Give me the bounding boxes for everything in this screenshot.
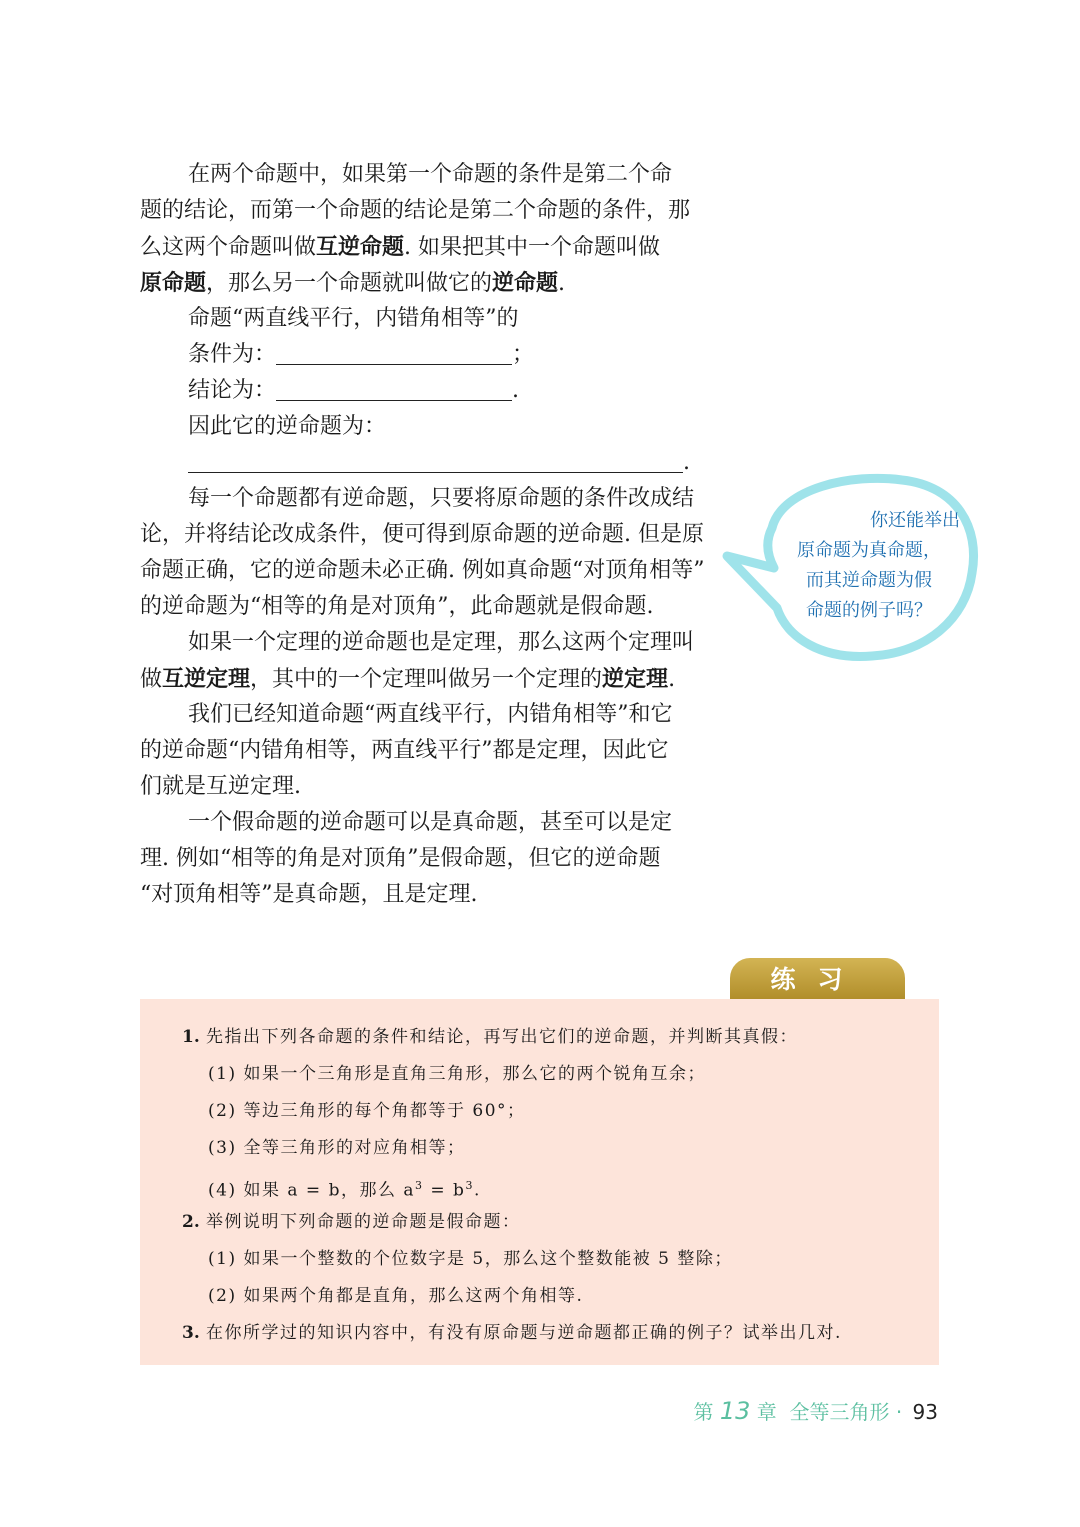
text-line [140, 877, 710, 913]
text-span: 一个假命题的逆命题可以是真命题，甚至可以是定 [188, 810, 673, 835]
text-line [140, 517, 710, 553]
text-span: 结论为： [188, 378, 277, 403]
item-text: (3) 全等三角形的对应角相等； [208, 1138, 466, 1158]
chapter-title: 全等三角形 · [789, 1400, 903, 1424]
text-line [140, 769, 710, 805]
text-span: 条件为： [188, 342, 277, 367]
text-span: ，那么另一个命题就叫做它的 [206, 271, 493, 296]
page-number: 93 [912, 1400, 938, 1424]
exercise-subitem [182, 1093, 922, 1130]
text-span: . [683, 450, 690, 475]
exercise-subitem [182, 1167, 922, 1204]
text-span: ； [512, 342, 535, 367]
thought-bubble [722, 468, 982, 668]
exercise-item [182, 1315, 922, 1352]
bubble-line: 原命题为真命题， [797, 540, 941, 561]
text-span: 命题正确，它的逆命题未必正确. 例如真命题“对顶角相等” [140, 558, 705, 583]
tab-label: 练习 [770, 965, 865, 994]
text-line [140, 697, 710, 733]
text-span: 们就是互逆定理. [140, 774, 301, 799]
text-span: 的逆命题“内错角相等，两直线平行”都是定理，因此它 [140, 738, 669, 763]
page-footer [693, 1396, 938, 1425]
chapter-number: 13 [719, 1397, 751, 1425]
text-line [140, 589, 710, 625]
text-span: 我们已经知道命题“两直线平行，内错角相等”和它 [188, 702, 673, 727]
text-span: 题的结论，而第一个命题的结论是第二个命题的条件，那 [140, 198, 691, 223]
converse-answer-line [140, 445, 710, 481]
item-text: (2) 如果两个角都是直角，那么这两个角相等. [208, 1286, 584, 1306]
term-bold: 互逆命题 [316, 234, 405, 260]
exercise-subitem [182, 1056, 922, 1093]
text-span: . [668, 667, 676, 692]
text-line [140, 733, 710, 769]
item-text: (4) 如果 a = b，那么 a [208, 1180, 415, 1201]
item-text: 在你所学过的知识内容中，有没有原命题与逆命题都正确的例子？试举出几对. [206, 1323, 842, 1343]
chapter-suffix: 章 [756, 1400, 777, 1424]
chapter-prefix: 第 [693, 1400, 714, 1424]
exercise-list [182, 1019, 922, 1352]
bubble-line: 你还能举出 [870, 510, 960, 531]
item-text: (2) 等边三角形的每个角都等于 60°； [208, 1101, 526, 1121]
converse-line [140, 409, 710, 445]
text-span: 如果一个定理的逆命题也是定理，那么这两个定理叫 [188, 630, 695, 655]
text-span: 每一个命题都有逆命题，只要将原命题的条件改成结 [188, 486, 695, 511]
text-line [140, 193, 710, 229]
exercise-subitem [182, 1130, 922, 1167]
item-text: 举例说明下列命题的逆命题是假命题： [206, 1212, 521, 1232]
item-number: 2. [182, 1212, 200, 1232]
item-text: = b [423, 1180, 466, 1201]
text-span: . [512, 378, 520, 403]
term-bold: 互逆定理 [162, 666, 251, 692]
exercise-subitem [182, 1241, 922, 1278]
text-line [140, 229, 710, 265]
item-number: 3. [182, 1323, 200, 1343]
conclusion-line [140, 373, 710, 409]
text-line [140, 805, 710, 841]
item-text: . [473, 1180, 481, 1201]
term-bold: 逆定理 [602, 666, 669, 692]
condition-blank[interactable] [276, 337, 512, 365]
exercise-item [182, 1204, 922, 1241]
text-span: 命题“两直线平行，内错角相等”的 [188, 306, 519, 331]
condition-line [140, 337, 710, 373]
item-number: 1. [182, 1027, 200, 1047]
text-line [140, 553, 710, 589]
conclusion-blank[interactable] [276, 373, 512, 401]
text-span: 做 [140, 667, 163, 692]
text-span: 论，并将结论改成条件，便可得到原命题的逆命题. 但是原 [140, 522, 704, 547]
text-line [140, 265, 710, 301]
text-span: . [558, 271, 566, 296]
converse-blank[interactable] [188, 445, 683, 473]
exercise-tab [730, 958, 905, 1000]
bubble-text [774, 506, 964, 626]
bubble-line: 命题的例子吗？ [806, 600, 932, 621]
bubble-line: 而其逆命题为假 [806, 570, 932, 591]
term-bold: 逆命题 [492, 270, 559, 296]
text-line [140, 157, 710, 193]
text-span: . 如果把其中一个命题叫做 [404, 235, 661, 260]
term-bold: 原命题 [140, 270, 207, 296]
main-text [140, 157, 710, 913]
text-line [140, 625, 710, 661]
text-line [140, 841, 710, 877]
exponent: 3 [465, 1179, 474, 1192]
text-span: ，其中的一个定理叫做另一个定理的 [250, 667, 603, 692]
text-line [140, 661, 710, 697]
question-line [140, 301, 710, 337]
item-text: 先指出下列各命题的条件和结论，再写出它们的逆命题，并判断其真假： [206, 1027, 798, 1047]
text-line [140, 481, 710, 517]
exercise-box [140, 999, 939, 1365]
text-span: 理. 例如“相等的角是对顶角”是假命题，但它的逆命题 [140, 846, 661, 871]
exponent: 3 [415, 1179, 424, 1192]
exercise-subitem [182, 1278, 922, 1315]
item-text: (1) 如果一个三角形是直角三角形，那么它的两个锐角互余； [208, 1064, 706, 1084]
text-span: 的逆命题为“相等的角是对顶角”，此命题就是假命题. [140, 594, 654, 619]
text-span: 因此它的逆命题为： [188, 414, 387, 439]
text-span: “对顶角相等”是真命题，且是定理. [140, 882, 478, 907]
text-span: 么这两个命题叫做 [140, 235, 317, 260]
item-text: (1) 如果一个整数的个位数字是 5，那么这个整数能被 5 整除； [208, 1249, 733, 1269]
text-span: 在两个命题中，如果第一个命题的条件是第二个命 [188, 162, 673, 187]
exercise-item [182, 1019, 922, 1056]
